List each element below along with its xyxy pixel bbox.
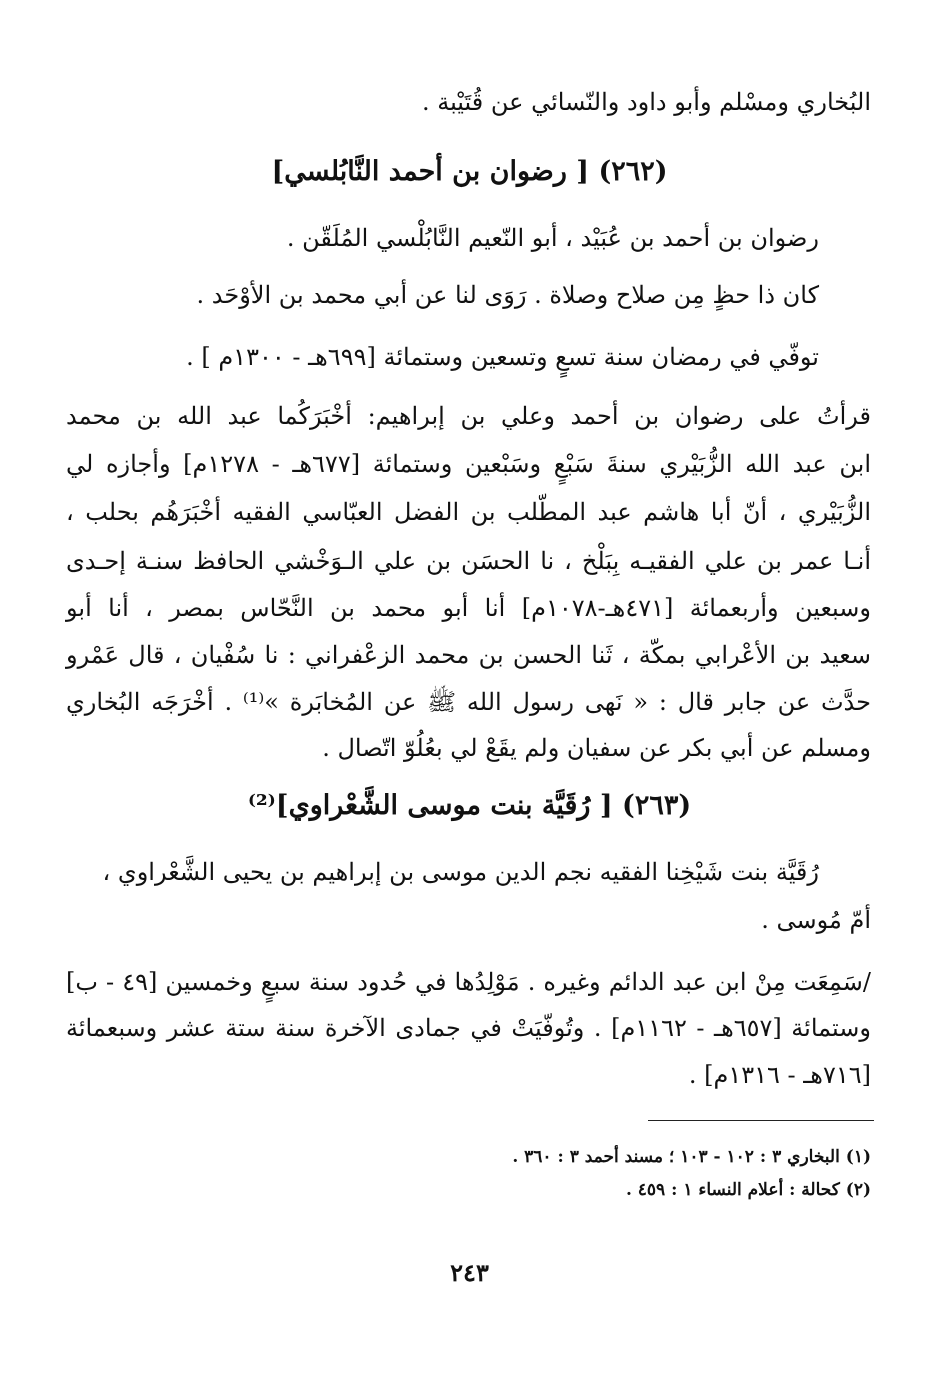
footnote-2: (٢) كحالة : أعلام النساء ١ : ٤٥٩ . — [625, 1180, 871, 1200]
entry-262-line-1: رضوان بن أحمد بن عُبَيْد ، أبو النّعيم النَّابُلْسي المُلَقّن . — [286, 224, 819, 252]
entry-262-line-7: أنـا عمر بن علي الفقيـه بِبَلْخ ، نا الحسَن بن علي الـوَخْشي الحافظ سنـة إحـدى — [66, 547, 871, 575]
entry-262-line-6: الزُّبَيْري ، أنّ أبا هاشم عبد المطّلب بن الفضل العبّاسي الفقيه أخْبَرَهُم بحلب ، — [66, 498, 872, 526]
entry-263-line-2: أمّ مُوسى . — [761, 906, 871, 934]
entry-262-line-11: ومسلم عن أبي بكر عن سفيان ولم يقَعْ لي بعُلُوّ اتّصال . — [322, 734, 871, 762]
entry-262-line-2: كان ذا حظٍ مِن صلاح وصلاة . رَوَى لنا عن أبي محمد بن الأوْحَد . — [196, 281, 819, 309]
entry-262-line-5: ابن عبد الله الزُّبَيْري سنةَ سَبْعٍ وسَبْعين وستمائة [٦٧٧هـ - ١٢٧٨م] وأجازه لي — [66, 450, 871, 478]
entry-263-line-4: وستمائة [٦٥٧هـ - ١١٦٢م] . وتُوفّيَتْ في جمادى الآخرة سنة ستة عشر وسبعمائة — [66, 1014, 871, 1042]
footnote-1: (١) البخاري ٣ : ١٠٢ - ١٠٣ ؛ مسند أحمد ٣ : ٣٦٠ . — [512, 1147, 871, 1167]
continuation-line: البُخاري ومسْلم وأبو داود والنّسائي عن قُتَيْبة . — [421, 88, 871, 116]
entry-262-line-8: وسبعين وأربعمائة [٤٧١هـ-١٠٧٨م] أنا أبو محمد بن النَّحّاس بمصر ، أنا أبو — [66, 594, 871, 622]
page-number: ٢٤٣ — [450, 1258, 489, 1287]
entry-263-line-1: رُقَيَّة بنت شَيْخِنا الفقيه نجم الدين موسى بن إبراهيم بن يحيى الشَّعْراوي ، — [102, 858, 819, 886]
entry-heading-263: (٢٦٣) [ رُقَيَّة بنت موسى الشَّعْراوي]⁽²⁾ — [247, 790, 692, 821]
entry-262-line-9: سعيد بن الأعْرابي بمكّة ، ثَنا الحسن بن محمد الزعْفراني : نا سُفْيان ، قال عَمْرو — [66, 641, 871, 669]
entry-262-line-10: حدَّث عن جابر قال : « نَهى رسول الله ﷺ عن المُخابَرة »⁽¹⁾ . أخْرَجَه البُخاري — [66, 688, 871, 716]
entry-263-line-5: [٧١٦هـ - ١٣١٦م] . — [688, 1061, 871, 1089]
entry-262-line-3: توفّي في رمضان سنة تسعٍ وتسعين وستمائة [٦٩٩هـ - ١٣٠٠م ] . — [186, 343, 819, 371]
entry-262-line-4-text: قرأتُ على رضوان بن أحمد وعلي بن إبراهيم: أخْبَرَكُما عبد الله بن محمد — [66, 402, 871, 430]
entry-262-line-4 — [66, 396, 871, 436]
entry-heading-262: (٢٦٢) [ رضوان بن أحمد النَّابُلسي] — [271, 156, 668, 187]
footnote-divider — [648, 1120, 874, 1121]
entry-263-line-3: /سَمِعَت مِنْ ابن عبد الدائم وغيره . مَوْلِدُها في حُدود سنة سبعٍ وخمسين [٤٩ - ب] — [66, 968, 871, 996]
